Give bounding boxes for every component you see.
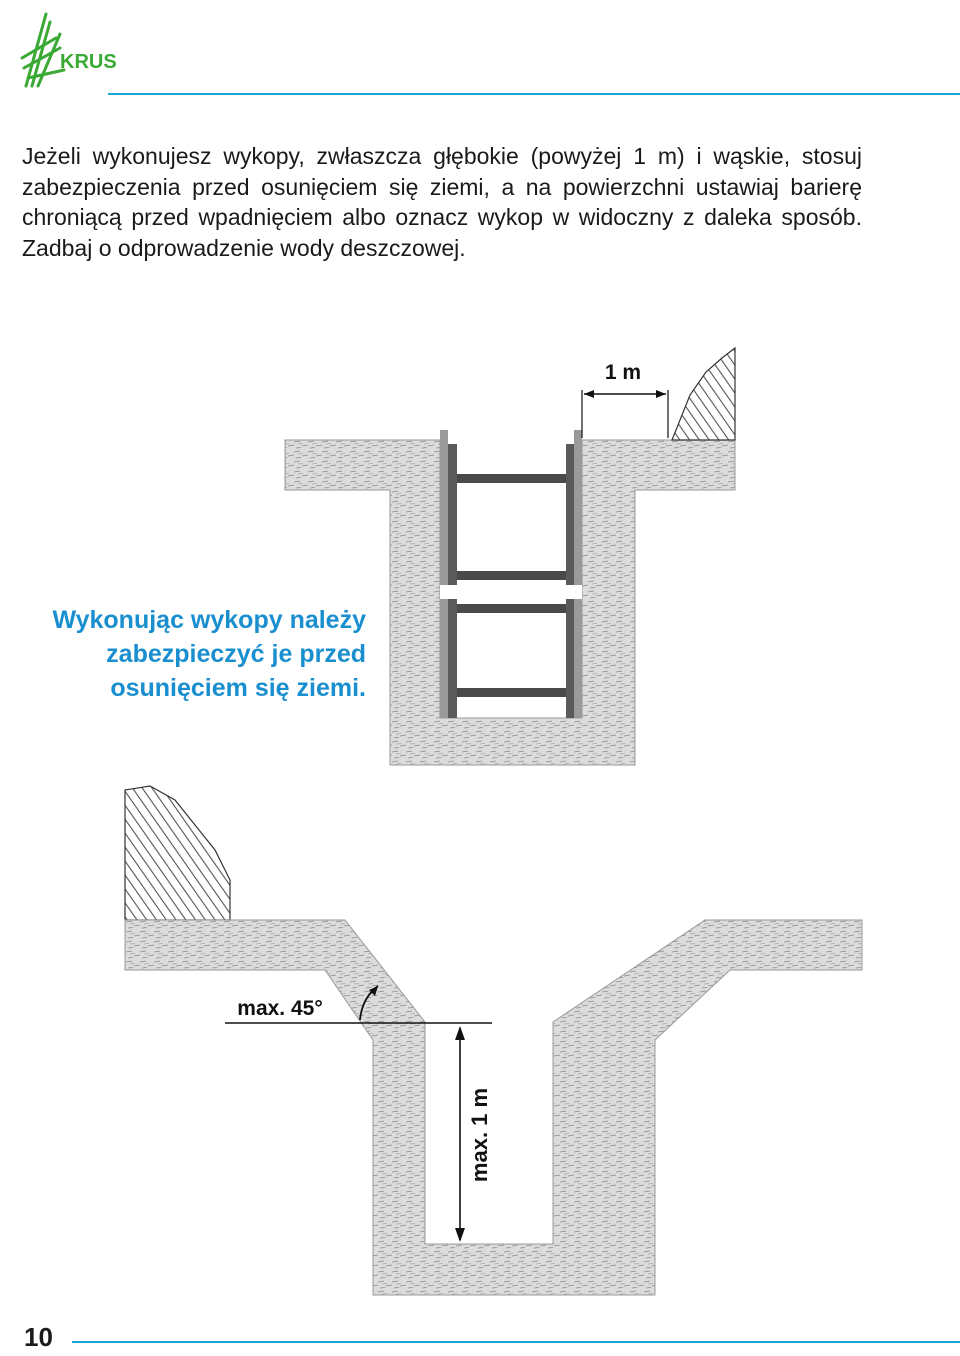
caption-callout: Wykonując wykopy należy zabezpieczyć je przed osunięciem się ziemi.: [52, 606, 366, 702]
soil-heap: [672, 348, 735, 440]
depth-label: max. 1 m: [467, 1087, 492, 1183]
strut: [457, 604, 566, 613]
strut: [457, 571, 566, 580]
page-number: 10: [24, 1322, 53, 1352]
soil-heap-left: [125, 786, 230, 920]
bottom-divider: [72, 1341, 960, 1343]
dimension-label-1m: 1 m: [604, 361, 642, 384]
left-sheet-pile: [440, 430, 448, 718]
strut: [457, 688, 566, 697]
angle-label: max. 45°: [237, 997, 323, 1020]
soil-section-bottom: [125, 920, 862, 1295]
logo-text: KRUS: [60, 51, 117, 73]
intro-paragraph: Jeżeli wykonujesz wykopy, zwłaszcza głębokie (powyżej 1 m) i wąskie, stosuj zabezpieczenia przed osunięciem się ziemi, a na powierzchni ustawiaj barierę chroniącą przed wpadnięciem albo oznacz wykop w widoczny z daleka sposób. Zadbaj o odprowadzenie wody deszczowej.: [22, 143, 862, 261]
strut: [457, 474, 566, 483]
right-sheet-pile: [574, 430, 582, 718]
sloped-trench-figure: [125, 786, 862, 1295]
